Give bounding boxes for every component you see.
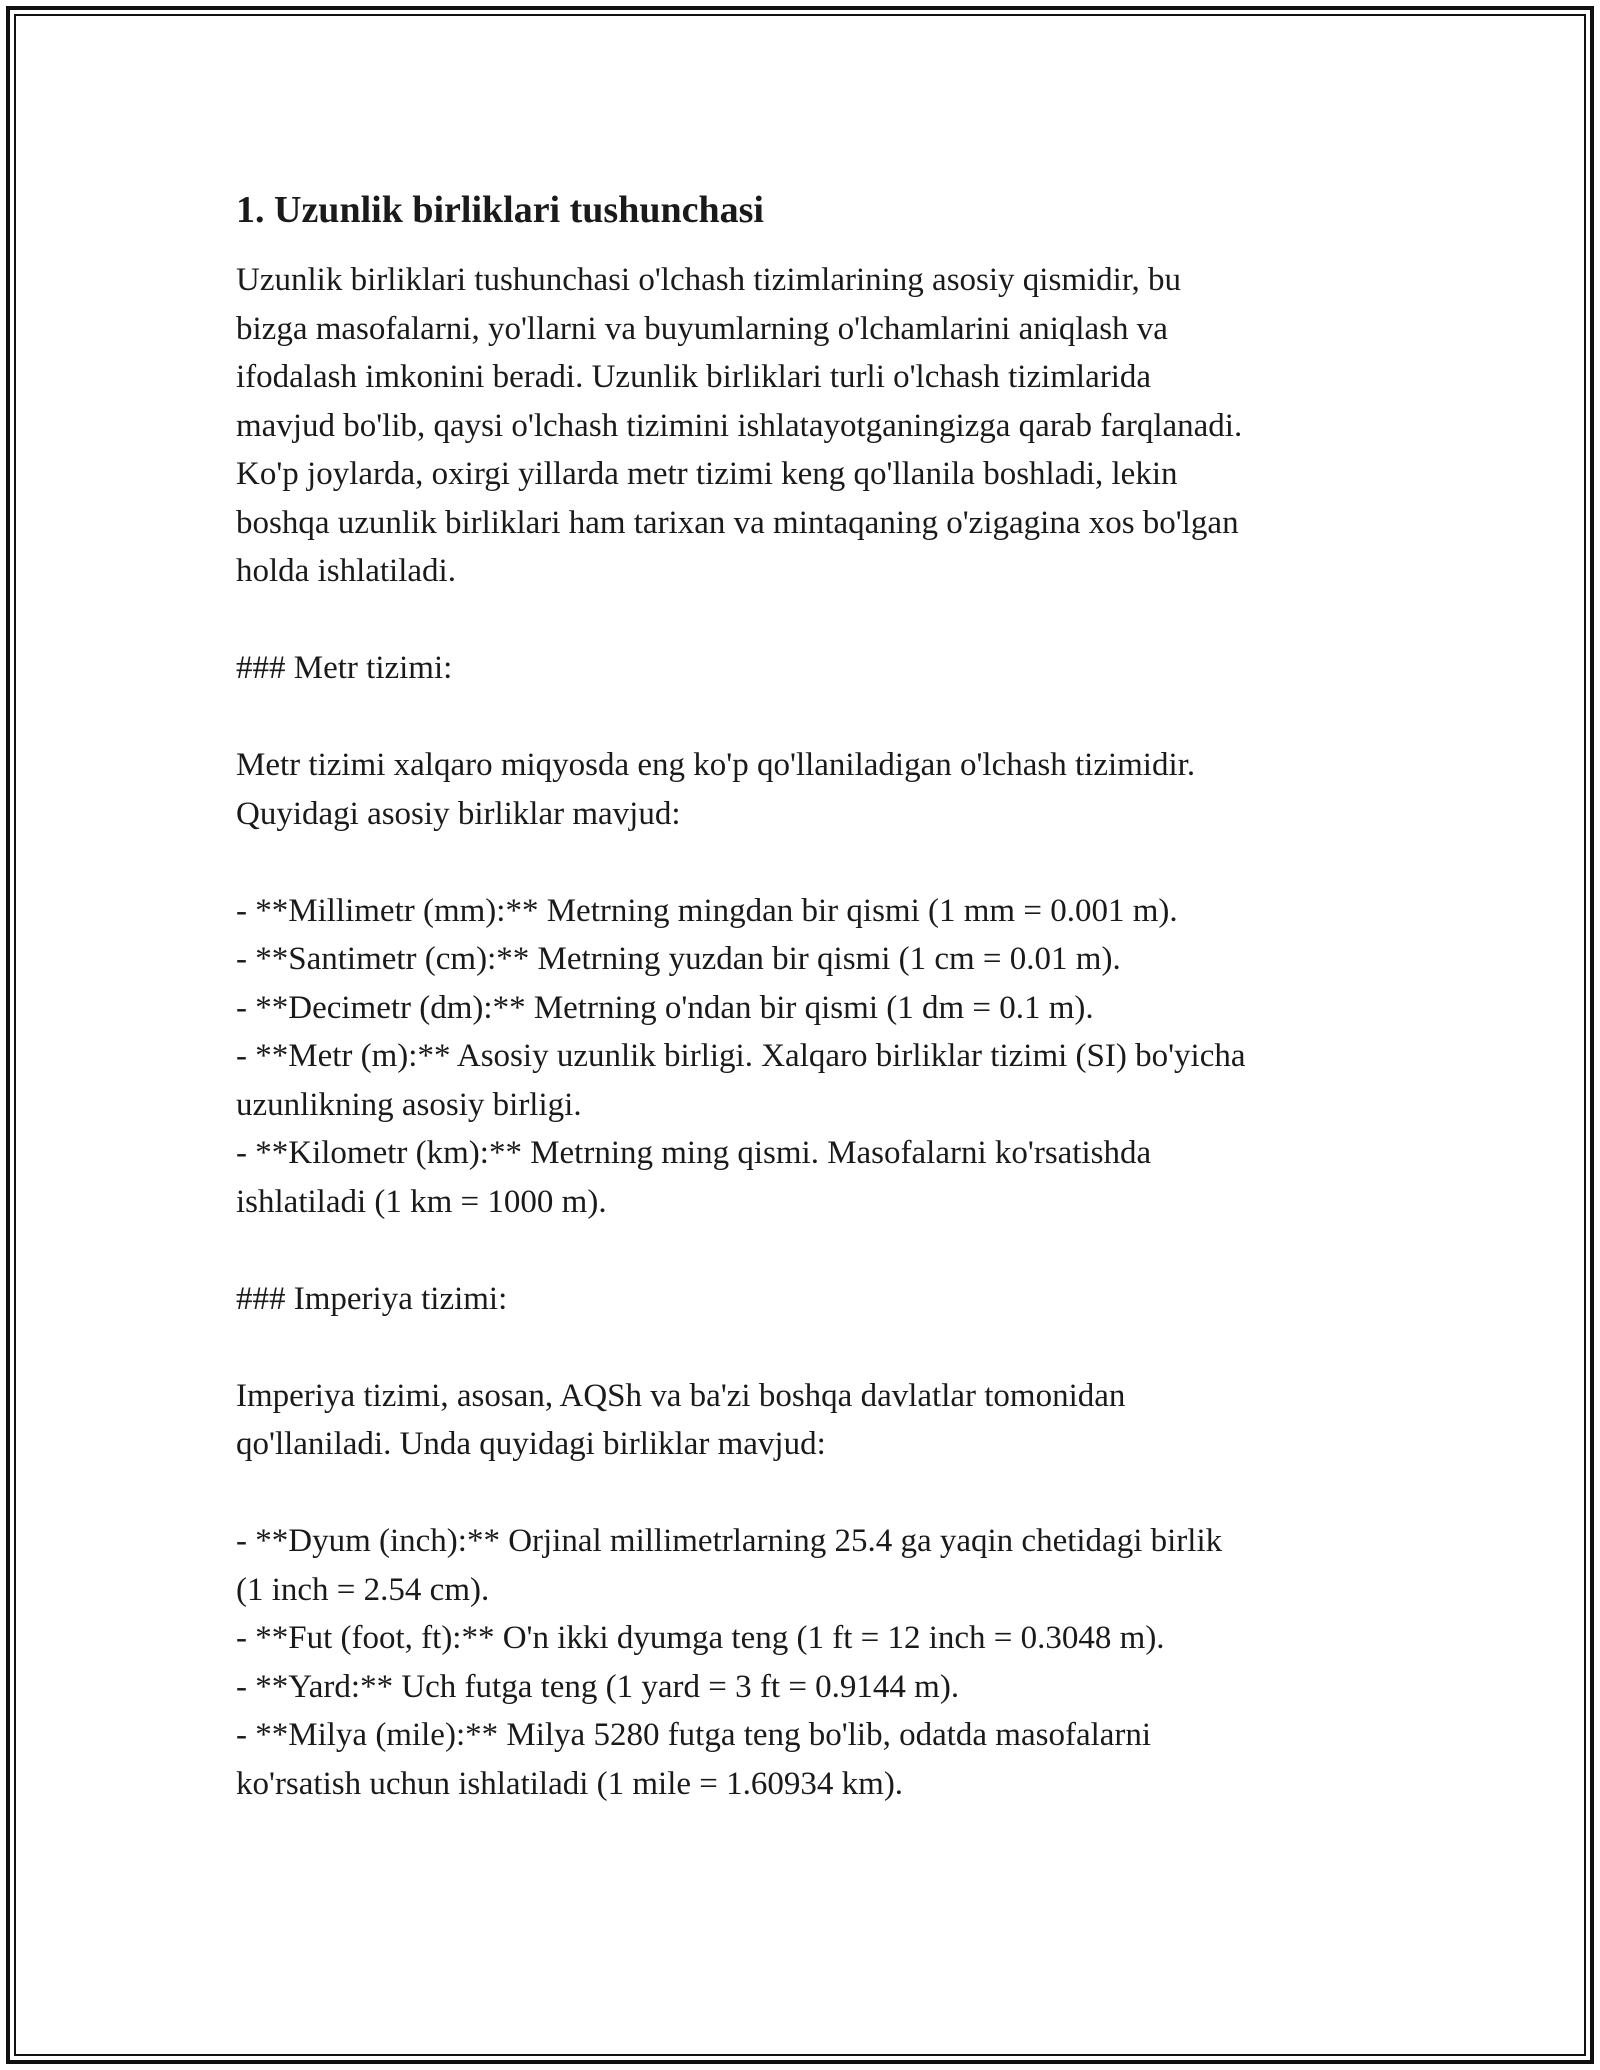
list-item: - **Milya (mile):** Milya 5280 futga teng bo'lib, odatda masofalarni ko'rsatish uchun ishlatiladi (1 mile = 1.60934 km). [236, 1717, 1152, 1802]
document-body [236, 186, 1376, 1808]
blank-line [236, 1226, 1376, 1275]
list-item: - **Santimetr (cm):** Metrning yuzdan bir qismi (1 cm = 0.01 m). [236, 941, 1121, 977]
blank-line [236, 1469, 1376, 1518]
metric-intro-paragraph: Metr tizimi xalqaro miqyosda eng ko'p qo'llaniladigan o'lchash tizimidir. Quyidagi asosiy birliklar mavjud: [236, 747, 1196, 832]
metric-unit-list [236, 887, 1376, 1227]
imperial-heading: ### Imperiya tizimi: [236, 1280, 508, 1317]
imperial-unit-list [236, 1517, 1376, 1808]
list-item: - **Dyum (inch):** Orjinal millimetrlarning 25.4 ga yaqin chetidagi birlik (1 inch = 2.54 cm). [236, 1523, 1223, 1608]
list-item: - **Yard:** Uch futga teng (1 yard = 3 ft = 0.9144 m). [236, 1668, 960, 1705]
blank-line [236, 1323, 1376, 1372]
blank-line [236, 838, 1376, 887]
list-item: - **Millimetr (mm):** Metrning mingdan bir qismi (1 mm = 0.001 m). [236, 892, 1178, 929]
metric-heading: ### Metr tizimi: [236, 650, 453, 686]
blank-line [236, 596, 1376, 645]
list-item: - **Kilometr (km):** Metrning ming qismi. Masofalarni ko'rsatishda ishlatiladi (1 km = 1000 m). [236, 1135, 1152, 1220]
list-item: - **Metr (m):** Asosiy uzunlik birligi. Xalqaro birliklar tizimi (SI) bo'yicha uzunlikning asosiy birligi. [236, 1038, 1246, 1123]
intro-paragraph: Uzunlik birliklari tushunchasi o'lchash tizimlarining asosiy qismidir, bu bizga masofalarni, yo'llarni va buyumlarning o'lchamlarini aniqlash va ifodalash imkonini beradi. Uzunlik birliklari turli o'lchash tizimlarida mavjud bo'lib, qaysi o'lchash tizimini ishlatayotganingizga qarab farqlanadi. Ko'p joylarda, oxirgi yillarda metr tizimi keng qo'llanila boshladi, lekin boshqa uzunlik birliklari ham tarixan va mintaqaning o'zigagina xos bo'lgan holda ishlatiladi. [236, 262, 1243, 589]
blank-line [236, 693, 1376, 742]
imperial-intro-paragraph: Imperiya tizimi, asosan, AQSh va ba'zi boshqa davlatlar tomonidan qo'llaniladi. Unda quyidagi birliklar mavjud: [236, 1377, 1126, 1462]
section-title: 1. Uzunlik birliklari tushunchasi [236, 189, 764, 231]
list-item: - **Fut (foot, ft):** O'n ikki dyumga teng (1 ft = 12 inch = 0.3048 m). [236, 1620, 1165, 1656]
list-item: - **Decimetr (dm):** Metrning o'ndan bir qismi (1 dm = 0.1 m). [236, 989, 1094, 1026]
